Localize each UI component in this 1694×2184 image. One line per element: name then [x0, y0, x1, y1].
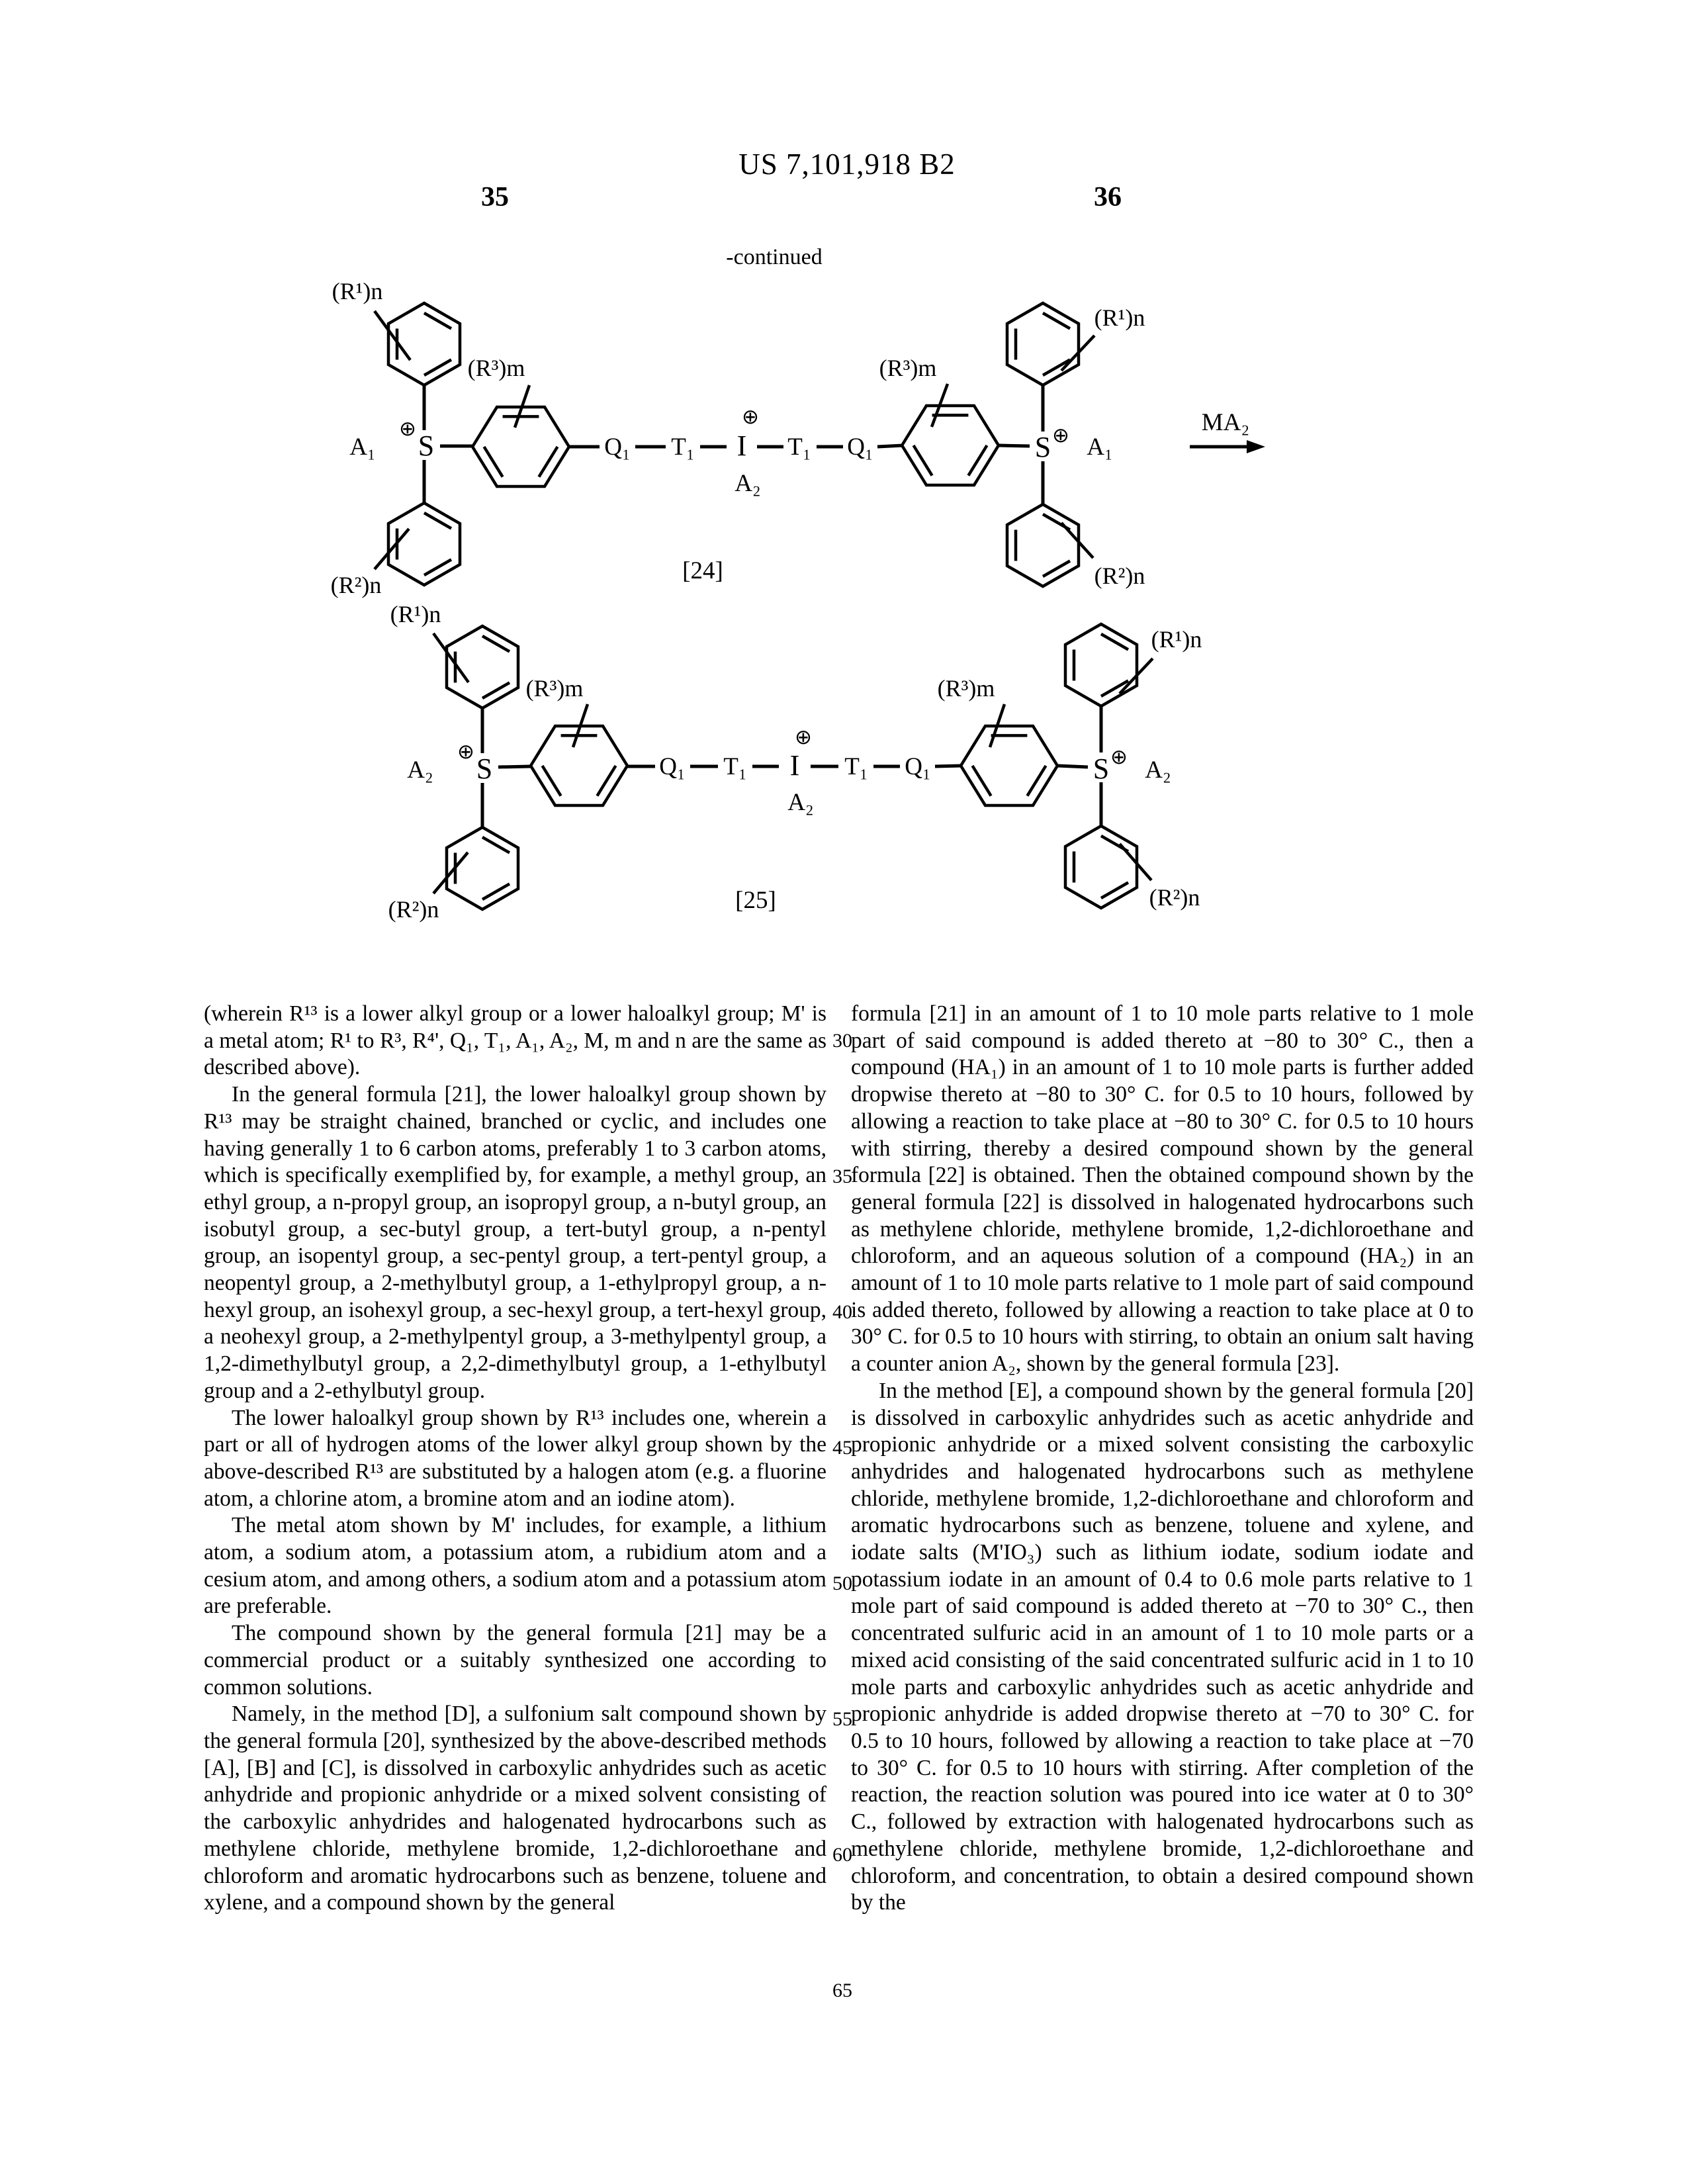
- formula-25: [388, 601, 1202, 923]
- plus-charge-icon: ⊕: [1110, 745, 1128, 769]
- paragraph: Namely, in the method [D], a sulfonium salt compound shown by the general formula [20], synthesized by the above-described methods [A], [B] and [C], is dissolved in carboxylic anhydrides such as acetic anhydride and propionic anhydride or a mixed solvent consisting of the carboxylic anhydrides and halogenated hydrocarbons such as methylene chloride, methylene bromide, 1,2-dichloroethane and chloroform and aromatic hydrocarbons such as benzene, toluene and xylene, and a compound shown by the general: [204, 1702, 826, 1915]
- label-a1: A₁: [349, 433, 376, 461]
- benzene-ring: [531, 726, 627, 805]
- formula-tag-24: [24]: [682, 557, 723, 584]
- reaction-reagent-label: MA₂: [1201, 409, 1250, 436]
- paragraph: (wherein R¹³ is a lower alkyl group or a lower haloalkyl group; M' is a metal atom; R¹ to R³, R⁴', Q₁, T₁, A₁, A₂, M, m and n are the same as described above).: [204, 1001, 826, 1080]
- label-r3m: (R³)m: [467, 355, 525, 381]
- label-a2: A₂: [787, 789, 814, 816]
- label-r1n: (R¹)n: [1151, 626, 1202, 653]
- plus-charge-icon: ⊕: [795, 725, 812, 749]
- benzene-ring: [1065, 624, 1137, 706]
- iodine-atom: I: [789, 749, 800, 782]
- sulfur-atom: S: [1092, 752, 1110, 785]
- formula-24: [331, 278, 1265, 598]
- patent-number: US 7,101,918 B2: [738, 148, 956, 181]
- benzene-ring: [447, 827, 518, 909]
- label-r1n: (R¹)n: [390, 601, 441, 627]
- plus-charge-icon: ⊕: [1052, 424, 1069, 447]
- line-number: 40: [832, 1301, 852, 1323]
- page-number-right: 36: [1094, 182, 1122, 212]
- right-text-column: [851, 1001, 1474, 1917]
- label-r1n: (R¹)n: [332, 278, 383, 304]
- sulfur-atom: S: [418, 430, 435, 462]
- sulfur-atom: S: [1034, 431, 1051, 463]
- benzene-ring: [1007, 303, 1079, 385]
- paragraph: In the general formula [21], the lower haloalkyl group shown by R¹³ may be straight chained, branched or cyclic, and includes one having generally 1 to 6 carbon atoms, preferably 1 to 3 carbon atoms, which is specifically exemplified by, for example, a methyl group, an ethyl group, a n-propyl group, an isopropyl group, a n-butyl group, an isobutyl group, a sec-butyl group, a tert-butyl group, a n-pentyl group, an isopentyl group, a sec-pentyl group, a tert-pentyl group, a neopentyl group, a 2-methylbutyl group, a 1-ethylpropyl group, a n-hexyl group, an isohexyl group, a sec-hexyl group, a tert-hexyl group, a neohexyl group, a 2-methylpentyl group, a 3-methylpentyl group, a 1,2-dimethylbutyl group, a 2,2-dimethylbutyl group, a 1-ethylbutyl group and a 2-ethylbutyl group.: [204, 1082, 826, 1403]
- paragraph: formula [21] in an amount of 1 to 10 mole parts relative to 1 mole part of said compound is added thereto at −80 to 30° C., then a compound (HA₁) in an amount of 1 to 10 mole parts is further added dropwise thereto at −80 to 30° C. for 0.5 to 10 hours, followed by allowing a reaction to take place at −80 to 30° C. for 0.5 to 10 hours with stirring, thereby a desired compound shown by the general formula [22] is obtained. Then the obtained compound shown by the general formula [22] is dissolved in halogenated hydrocarbons such as methylene chloride, methylene bromide, 1,2-dichloroethane and chloroform, and an aqueous solution of a compound (HA₂) in an amount of 1 to 10 mole parts relative to 1 mole part of said compound is added thereto, followed by allowing a reaction to take place at 0 to 30° C. for 0.5 to 10 hours with stirring, to obtain an onium salt having a counter anion A₂, shown by the general formula [23].: [851, 1001, 1474, 1377]
- sulfur-atom: S: [476, 752, 493, 785]
- label-q1: Q₁: [604, 433, 631, 461]
- label-q1: Q₁: [847, 433, 873, 461]
- paragraph: The compound shown by the general formula [21] may be a commercial product or a suitably synthesized one according to common solutions.: [204, 1621, 826, 1700]
- paragraph: The lower haloalkyl group shown by R¹³ includes one, wherein a part or all of hydrogen atoms of the lower alkyl group shown by the above-described R¹³ are substituted by a halogen atom (e.g. a fluorine atom, a chlorine atom, a bromine atom and an iodine atom).: [204, 1405, 826, 1511]
- label-a2: A₂: [1145, 756, 1171, 784]
- arrow-head: [1247, 440, 1265, 453]
- iodine-atom: I: [736, 430, 747, 462]
- plus-charge-icon: ⊕: [742, 405, 759, 429]
- benzene-ring: [1065, 826, 1137, 908]
- benzene-ring: [1007, 504, 1079, 586]
- label-t1: T₁: [787, 433, 811, 461]
- paragraph: The metal atom shown by M' includes, for example, a lithium atom, a sodium atom, a potassium atom, a rubidium atom and a cesium atom, and among others, a sodium atom and a potassium atom are preferable.: [204, 1513, 826, 1619]
- formula-tag-25: [25]: [735, 887, 776, 914]
- line-number: 45: [832, 1437, 852, 1459]
- plus-charge-icon: ⊕: [457, 740, 474, 764]
- label-r3m: (R³)m: [879, 355, 937, 381]
- label-t1: T₁: [671, 433, 695, 461]
- label-r3m: (R³)m: [525, 675, 584, 702]
- label-t1: T₁: [844, 753, 868, 780]
- label-a2: A₂: [407, 756, 433, 784]
- label-t1: T₁: [723, 753, 747, 780]
- page-number-left: 35: [481, 182, 509, 212]
- label-r2n: (R²)n: [330, 572, 382, 598]
- chemical-structures: [0, 0, 1694, 966]
- paragraph: In the method [E], a compound shown by the general formula [20] is dissolved in carboxylic anhydrides such as acetic anhydride and propionic anhydride or a mixed solvent consisting the carboxylic anhydrides and halogenated hydrocarbons such as methylene chloride, methylene bromide, 1,2-dichloroethane and chloroform and aromatic hydrocarbons such as benzene, toluene and xylene, and iodate salts (M'IO₃) such as lithium iodate, sodium iodate and potassium iodate in an amount of 0.4 to 0.6 mole parts relative to 1 mole part of said compound is added thereto at −70 to 30° C., then concentrated sulfuric acid in an amount of 1 to 10 mole parts or a mixed acid consisting of the said concentrated sulfuric acid in 1 to 10 mole parts and carboxylic anhydrides such as acetic anhydride and propionic anhydride is added dropwise thereto at −70 to 30° C. for 0.5 to 10 hours, followed by allowing a reaction to take place at −70 to 30° C. for 0.5 to 10 hours with stirring. After completion of the reaction, the reaction solution was poured into ice water at 0 to 30° C., followed by extraction with halogenated hydrocarbons such as methylene chloride, methylene bromide, 1,2-dichloroethane and chloroform, and concentration, to obtain a desired compound shown by the: [851, 1378, 1474, 1915]
- label-r3m: (R³)m: [937, 675, 995, 702]
- line-number: 35: [832, 1165, 852, 1187]
- benzene-ring: [961, 726, 1057, 805]
- label-r2n: (R²)n: [1094, 563, 1145, 589]
- benzene-ring: [472, 407, 569, 486]
- label-q1: Q₁: [659, 753, 686, 780]
- line-number: 55: [832, 1708, 852, 1730]
- label-r2n: (R²)n: [388, 896, 439, 923]
- label-q1: Q₁: [905, 753, 931, 780]
- plus-charge-icon: ⊕: [399, 417, 416, 441]
- benzene-ring: [902, 406, 999, 485]
- left-text-column: [204, 1001, 826, 1917]
- line-number: 30: [832, 1030, 852, 1052]
- label-r2n: (R²)n: [1149, 884, 1200, 911]
- label-a2: A₂: [735, 470, 761, 497]
- label-a1: A₁: [1087, 433, 1113, 461]
- benzene-ring: [388, 503, 460, 585]
- line-number: 60: [832, 1844, 852, 1866]
- line-number: 50: [832, 1572, 852, 1594]
- label-r1n: (R¹)n: [1094, 304, 1145, 331]
- line-number: 65: [832, 1979, 852, 2001]
- continued-label: -continued: [726, 245, 823, 269]
